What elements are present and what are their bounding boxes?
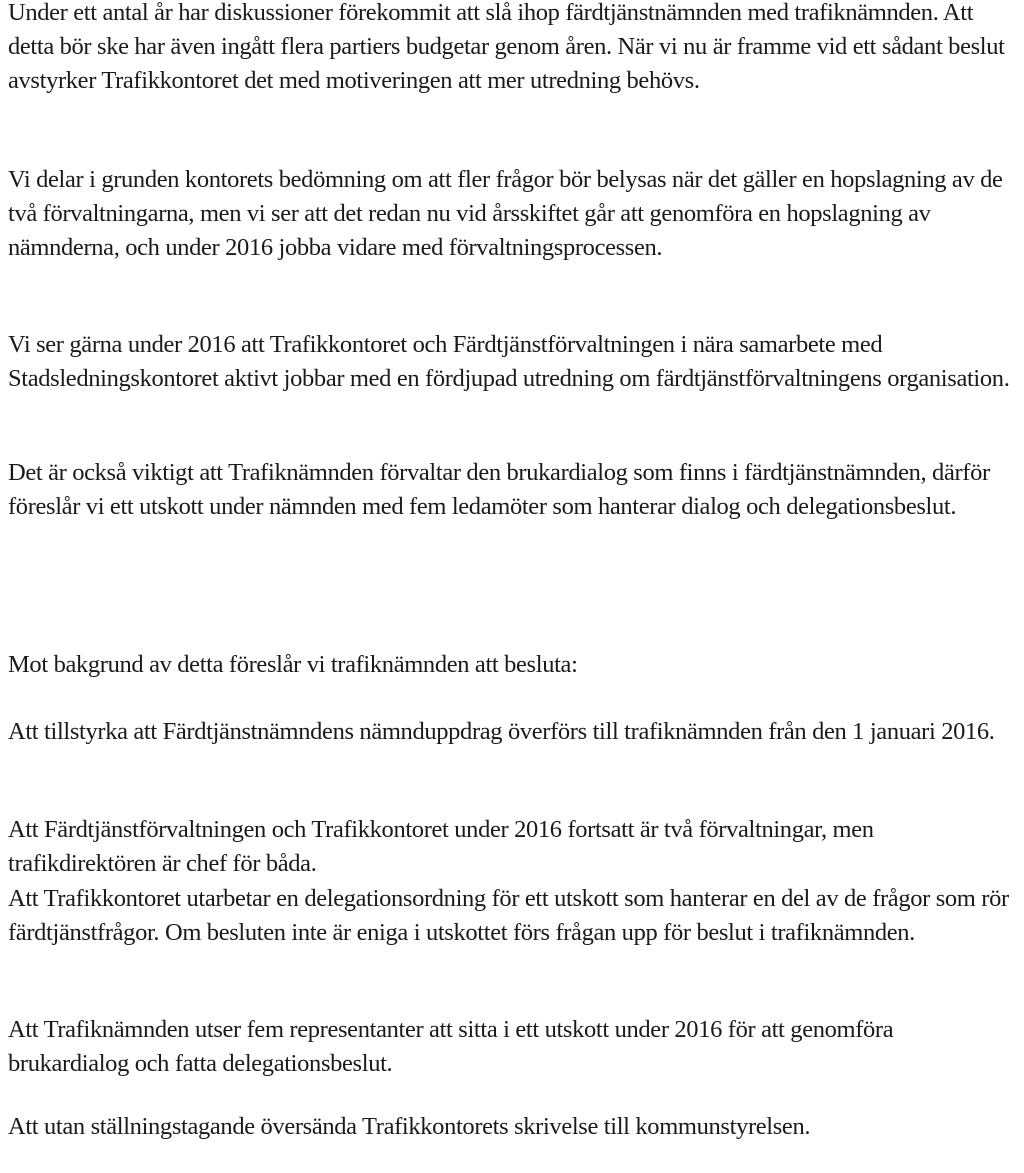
paragraph-assessment: Vi delar i grunden kontorets bedömning om att fler frågor bör belysas när det gäller en hopslagning av de två förvaltningarna, men vi ser att det redan nu vid årsskiftet går att genomföra en hopslagning av nämnderna, och under 2016 jobba vidare med förvaltningsprocessen. [8,166,1003,261]
paragraph-proposal-5: Att utan ställningstagande översända Trafikkontorets skrivelse till kommunstyrelsen. [8,1113,811,1140]
paragraph-background: Under ett antal år har diskussioner förekommit att slå ihop färdtjänstnämnden med trafiknämnden. Att detta bör ske har även ingått flera partiers budgetar genom åren. När vi nu är framme vid ett sådant beslut avstyrker Trafikkontoret det med motiveringen att mer utredning behövs. [8,0,1005,94]
paragraph-proposal-intro: Mot bakgrund av detta föreslår vi trafiknämnden att besluta: [8,651,578,678]
paragraph-proposal-2: Att Färdtjänstförvaltningen och Trafikkontoret under 2016 fortsatt är två förvaltningar, men trafikdirektören är chef för båda. [8,816,874,877]
paragraph-user-dialogue: Det är också viktigt att Trafiknämnden förvaltar den brukardialog som finns i färdtjänstnämnden, därför föreslår vi ett utskott under nämnden med fem ledamöter som hanterar dialog och delegationsbeslut. [8,459,990,520]
paragraph-proposal-1: Att tillstyrka att Färdtjänstnämndens nämnduppdrag överförs till trafiknämnden från den 1 januari 2016. [8,718,995,745]
paragraph-proposal-3: Att Trafikkontoret utarbetar en delegationsordning för ett utskott som hanterar en del av de frågor som rör färdtjänstfrågor. Om besluten inte är eniga i utskottet förs frågan upp för beslut i trafiknämnden. [8,885,1009,946]
paragraph-investigation: Vi ser gärna under 2016 att Trafikkontoret och Färdtjänstförvaltningen i nära samarbete med Stadsledningskontoret aktivt jobbar med en fördjupad utredning om färdtjänstförvaltningens organisation. [8,331,1010,392]
paragraph-proposal-4: Att Trafiknämnden utser fem representanter att sitta i ett utskott under 2016 för att genomföra brukardialog och fatta delegationsbeslut. [8,1016,894,1077]
